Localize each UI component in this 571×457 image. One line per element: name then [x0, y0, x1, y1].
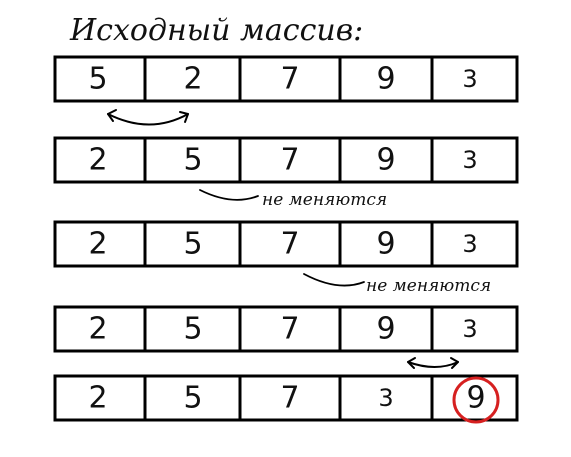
row-2-cell-4: 9	[376, 142, 396, 178]
row-3-cell-4: 9	[376, 226, 396, 262]
row-5-cell-2: 5	[183, 380, 203, 416]
swap-arrow-2	[408, 358, 458, 368]
array-row-1	[55, 57, 517, 101]
row-2-cell-3: 7	[280, 142, 300, 178]
array-row-4	[55, 307, 517, 351]
row-4-cell-2: 5	[183, 311, 203, 347]
unchanged-note-2-label: не меняются	[366, 276, 492, 296]
row-2-cell-1: 2	[88, 142, 108, 178]
row-4-cell-4: 9	[376, 311, 396, 347]
row-4-cell-5: 3	[462, 315, 478, 343]
row-3-cell-2: 5	[183, 226, 203, 262]
array-row-3	[55, 222, 517, 266]
row-4-cell-1: 2	[88, 311, 108, 347]
row-2-cell-5: 3	[462, 146, 478, 174]
row-1-cell-3: 7	[280, 61, 300, 97]
row-1-cell-1: 5	[88, 61, 108, 97]
row-5-cell-3: 7	[280, 380, 300, 416]
array-row-5	[55, 376, 517, 422]
array-row-2	[55, 138, 517, 182]
unchanged-note-2	[304, 274, 491, 296]
row-1-cell-5: 3	[462, 65, 478, 93]
unchanged-note-1	[200, 190, 387, 210]
row-2-cell-2: 5	[183, 142, 203, 178]
row-5-cell-5: 9	[466, 380, 486, 416]
diagram-title: Исходный массив:	[70, 13, 364, 48]
row-5-cell-4: 3	[378, 384, 394, 412]
row-5-cell-1: 2	[88, 380, 108, 416]
swap-arrow-1	[108, 110, 188, 125]
unchanged-note-1-label: не меняются	[262, 190, 388, 210]
row-3-cell-5: 3	[462, 230, 478, 258]
row-4-cell-3: 7	[280, 311, 300, 347]
row-1-cell-4: 9	[376, 61, 396, 97]
row-3-cell-1: 2	[88, 226, 108, 262]
row-1-cell-2: 2	[183, 61, 203, 97]
row-3-cell-3: 7	[280, 226, 300, 262]
